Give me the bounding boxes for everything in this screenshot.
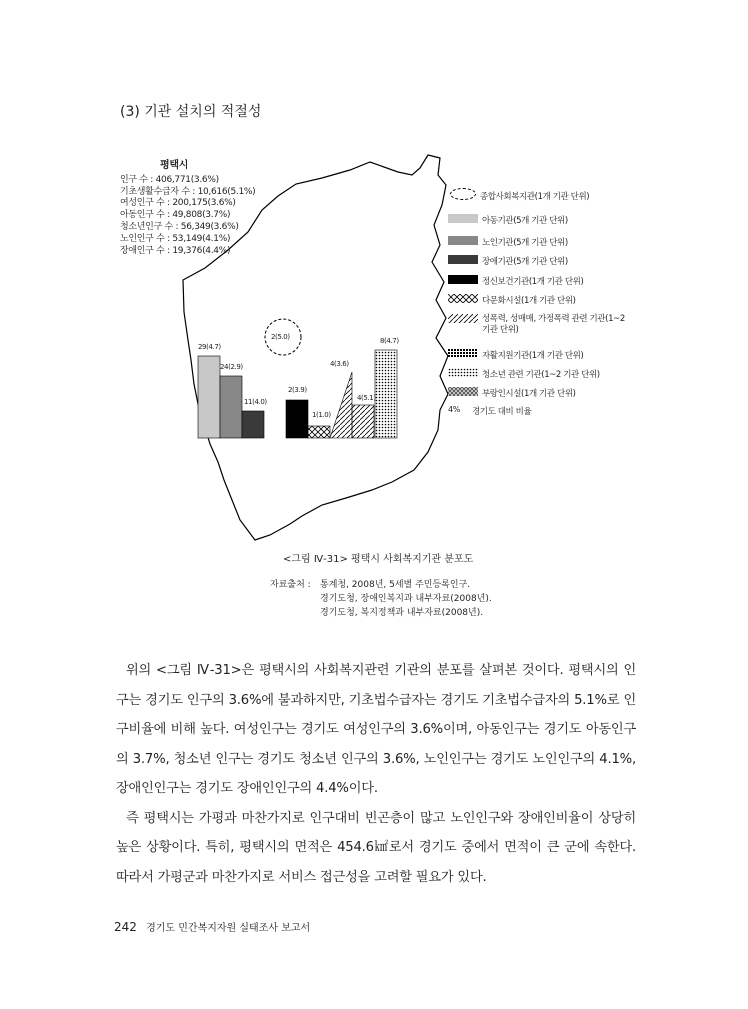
bar-label: 11(4.0) xyxy=(244,398,267,406)
legend-label: 노인기관(5개 기관 단위) xyxy=(482,238,568,248)
map-bar xyxy=(308,426,330,438)
stat-line: 청소년인구 수 : 56,349(3.6%) xyxy=(120,221,239,232)
map-bar xyxy=(286,400,308,438)
map-bar xyxy=(220,376,242,438)
legend-swatch-diag xyxy=(448,314,478,323)
legend-label: 종합사회복지관(1개 기관 단위) xyxy=(480,192,590,202)
paragraph: 위의 <그림 Ⅳ-31>은 평택시의 사회복지관련 기관의 분포를 살펴본 것이다. 평택시의 인구는 경기도 인구의 3.6%에 불과하지만, 기초법수급자는 경기도 기초법수급자의 5.1%로 인구비율에 비해 높다. 여성인구는 경기도 여성인구의 3.6%이며, 아동인구는 경기도 아동인구의 3.7%, 청소년 인구는 경기도 청소년 인구의 3.6%, 노인인구는 경기도 노인인구의 4.1%, 장애인인구는 경기도 장애인인구의 4.4%이다. xyxy=(116,663,636,796)
report-title: 경기도 민간복지자원 실태조사 보고서 xyxy=(146,923,311,934)
bar-label: 2(3.9) xyxy=(288,386,307,394)
legend-label: 정신보건기관(1개 기관 단위) xyxy=(482,277,584,287)
legend-label: 자활지원기관(1개 기관 단위) xyxy=(482,351,584,361)
legend-item xyxy=(448,349,583,361)
circle-label: 2(5.0) xyxy=(271,333,290,341)
paragraph: 즉 평택시는 가평과 마찬가지로 인구대비 빈곤층이 많고 노인인구와 장애인비율이 상당히 높은 상황이다. 특히, 평택시의 면적은 454.6㎢로서 경기도 중에서 면적이 큰 군에 속한다. 따라서 가평군과 마찬가지로 서비스 접근성을 고려할 필요가 있다. xyxy=(116,810,636,885)
legend-item xyxy=(448,275,583,287)
legend-swatch-cross xyxy=(448,294,478,303)
stat-line: 인구 수 : 406,771(3.6%) xyxy=(120,174,219,185)
legend-swatch-medium xyxy=(448,236,478,245)
map-bar xyxy=(242,411,264,438)
page-footer xyxy=(114,919,310,934)
legend-label: 아동기관(5개 기관 단위) xyxy=(482,216,568,226)
source-line: 경기도청, 복지정책과 내부자료(2008년). xyxy=(320,608,484,618)
legend-swatch-dark xyxy=(448,255,478,264)
stat-line: 아동인구 수 : 49,808(3.7%) xyxy=(120,210,231,221)
page-number: 242 xyxy=(114,920,137,934)
legend-item xyxy=(448,368,600,380)
map-bar xyxy=(375,350,397,438)
legend-item xyxy=(448,190,589,202)
legend-swatch-grid xyxy=(448,349,478,358)
map-bar xyxy=(198,356,220,438)
bar-label: 4(5.1) xyxy=(357,394,376,402)
section-title: (3) 기관 설치의 적절성 xyxy=(120,104,262,120)
legend-label: 다문화시설(1개 기관 단위) xyxy=(482,296,576,306)
bar-label: 8(4.7) xyxy=(380,337,399,345)
city-name: 평택시 xyxy=(160,160,189,171)
source-line: 경기도청, 장애인복지과 내부자료(2008년). xyxy=(320,594,492,604)
bar-label: 4(3.6) xyxy=(330,360,349,368)
legend-swatch-circle xyxy=(450,188,476,200)
legend-swatch-light xyxy=(448,214,478,223)
figure-caption: <그림 Ⅳ-31> 평택시 사회복지기관 분포도 xyxy=(283,554,474,565)
stat-line: 여성인구 수 : 200,175(3.6%) xyxy=(120,198,236,209)
stat-line: 장애인구 수 : 19,376(4.4%) xyxy=(120,245,231,256)
bar-label: 29(4.7) xyxy=(198,343,221,351)
legend-label: 부랑인시설(1개 기관 단위) xyxy=(482,389,576,399)
legend-label: 경기도 대비 비율 xyxy=(472,407,532,417)
legend-item xyxy=(448,387,576,399)
legend-item xyxy=(448,405,531,417)
stat-line: 노인인구 수 : 53,149(4.1%) xyxy=(120,233,231,244)
legend-label: 청소년 관련 기관(1~2 기관 단위) xyxy=(482,370,600,380)
legend-label: 장애기관(5개 기관 단위) xyxy=(482,257,568,267)
legend-swatch-none: 4% xyxy=(448,405,460,414)
source-line: 통계청, 2008년, 5세별 주민등록인구. xyxy=(320,580,471,590)
legend-item xyxy=(448,236,568,248)
source-note xyxy=(270,578,492,620)
legend-label: 성폭력, 성매매, 가정폭력 관련 기관(1~2 기관 단위) xyxy=(482,314,625,335)
city-stats xyxy=(120,160,255,257)
legend-swatch-weave xyxy=(448,387,478,396)
map-bar xyxy=(352,405,374,438)
bar-label: 24(2.9) xyxy=(220,363,243,371)
legend-item xyxy=(448,214,568,226)
stat-line: 기초생활수급자 수 : 10,616(5.1%) xyxy=(120,186,256,197)
legend-item xyxy=(448,314,638,336)
source-key: 자료출처 : xyxy=(270,580,311,590)
legend-item xyxy=(448,255,568,267)
legend-swatch-black xyxy=(448,275,478,284)
legend-item xyxy=(448,294,576,306)
body-text xyxy=(116,656,636,892)
bar-label: 1(1.0) xyxy=(312,411,331,419)
legend-swatch-dots xyxy=(448,368,478,377)
